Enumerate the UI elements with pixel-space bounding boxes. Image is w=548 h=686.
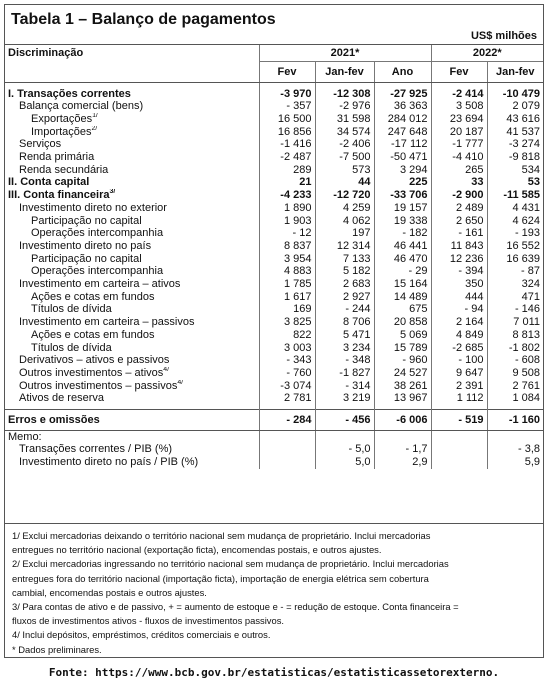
value-cell: 573 bbox=[315, 164, 374, 177]
row-label bbox=[5, 88, 259, 101]
header-col-janfev-2021: Jan-fev bbox=[315, 62, 374, 83]
spacer-cell bbox=[374, 430, 431, 443]
value-cell: 53 bbox=[487, 176, 543, 189]
value-cell: 4 259 bbox=[315, 202, 374, 215]
value-cell: - 5,0 bbox=[315, 443, 374, 456]
memo-row bbox=[5, 456, 543, 469]
value-cell: 46 470 bbox=[374, 253, 431, 266]
value-cell: - 348 bbox=[315, 354, 374, 367]
header-discriminacao: Discriminação bbox=[5, 45, 259, 62]
value-cell: - 357 bbox=[259, 100, 315, 113]
value-cell: 247 648 bbox=[374, 126, 431, 139]
table-row bbox=[5, 342, 543, 355]
header-row-periods bbox=[5, 62, 543, 83]
row-label bbox=[5, 176, 259, 189]
value-cell: -50 471 bbox=[374, 151, 431, 164]
table-row bbox=[5, 227, 543, 240]
value-cell: 169 bbox=[259, 303, 315, 316]
value-cell: -2 406 bbox=[315, 138, 374, 151]
row-label-text: Operações intercompanhia bbox=[31, 265, 164, 278]
header-col-fev-2022: Fev bbox=[431, 62, 487, 83]
value-cell: 3 508 bbox=[431, 100, 487, 113]
value-cell: 16 500 bbox=[259, 113, 315, 126]
value-cell: 9 508 bbox=[487, 367, 543, 380]
row-label-text: II. Conta capital bbox=[8, 176, 90, 189]
memo-header-row bbox=[5, 430, 543, 443]
table-row bbox=[5, 176, 543, 189]
value-cell: 3 954 bbox=[259, 253, 315, 266]
row-label bbox=[5, 240, 259, 253]
row-label bbox=[5, 329, 259, 342]
row-label-text: Participação no capital bbox=[31, 252, 142, 265]
value-cell bbox=[431, 443, 487, 456]
value-cell: -3 274 bbox=[487, 138, 543, 151]
value-cell: -33 706 bbox=[374, 189, 431, 202]
balance-of-payments-table bbox=[5, 44, 543, 469]
row-label bbox=[5, 189, 259, 202]
row-label bbox=[5, 367, 259, 380]
value-cell: -12 308 bbox=[315, 88, 374, 101]
table-row bbox=[5, 316, 543, 329]
value-cell: 4 062 bbox=[315, 215, 374, 228]
value-cell: -7 500 bbox=[315, 151, 374, 164]
value-cell: 43 616 bbox=[487, 113, 543, 126]
value-cell: 5,9 bbox=[487, 456, 543, 469]
value-cell: 4 883 bbox=[259, 265, 315, 278]
row-label-text: Balança comercial (bens) bbox=[19, 100, 144, 113]
value-cell: - 394 bbox=[431, 265, 487, 278]
header-year-2022: 2022* bbox=[431, 45, 543, 62]
value-cell: - 29 bbox=[374, 265, 431, 278]
value-cell: 3 825 bbox=[259, 316, 315, 329]
value-cell: -1 777 bbox=[431, 138, 487, 151]
value-cell: 2 079 bbox=[487, 100, 543, 113]
value-cell: 822 bbox=[259, 329, 315, 342]
table-row bbox=[5, 240, 543, 253]
row-label: Erros e omissões bbox=[5, 409, 259, 430]
value-cell: -11 585 bbox=[487, 189, 543, 202]
row-label bbox=[5, 342, 259, 355]
table-row bbox=[5, 164, 543, 177]
value-cell: - 608 bbox=[487, 354, 543, 367]
value-cell: -4 410 bbox=[431, 151, 487, 164]
header-year-2021: 2021* bbox=[259, 45, 431, 62]
footnote-line: entregues fora do território nacional (importação ficta), importação de energia elétrica sem cobertura bbox=[12, 572, 429, 584]
row-label-text: Outros investimentos – ativos bbox=[19, 366, 164, 379]
row-label-text: Participação no capital bbox=[31, 214, 142, 227]
value-cell: - 314 bbox=[315, 380, 374, 393]
table-title: Tabela 1 – Balanço de pagamentos bbox=[11, 11, 276, 28]
value-cell: - 760 bbox=[259, 367, 315, 380]
table-row bbox=[5, 303, 543, 316]
footnote-marker: 4/ bbox=[163, 366, 170, 373]
value-cell: 2,9 bbox=[374, 456, 431, 469]
value-cell: 16 639 bbox=[487, 253, 543, 266]
value-cell: 7 011 bbox=[487, 316, 543, 329]
value-cell: 8 813 bbox=[487, 329, 543, 342]
value-cell: 23 694 bbox=[431, 113, 487, 126]
footnote-line: 2/ Exclui mercadorias ingressando no território nacional sem mudança de proprietário. Inclui mercadorias bbox=[12, 558, 449, 570]
value-cell: -2 414 bbox=[431, 88, 487, 101]
table-row bbox=[5, 265, 543, 278]
value-cell: 38 261 bbox=[374, 380, 431, 393]
value-cell: 19 338 bbox=[374, 215, 431, 228]
value-cell: -17 112 bbox=[374, 138, 431, 151]
value-cell: 34 574 bbox=[315, 126, 374, 139]
row-label bbox=[5, 354, 259, 367]
row-label bbox=[5, 215, 259, 228]
row-label-text: Derivativos – ativos e passivos bbox=[19, 354, 170, 367]
value-cell: 5 471 bbox=[315, 329, 374, 342]
header-col-ano-2021: Ano bbox=[374, 62, 431, 83]
value-cell: 2 781 bbox=[259, 392, 315, 405]
spacer-cell bbox=[431, 430, 487, 443]
row-label bbox=[5, 227, 259, 240]
value-cell: 2 650 bbox=[431, 215, 487, 228]
value-cell: - 343 bbox=[259, 354, 315, 367]
row-label bbox=[5, 100, 259, 113]
row-label-text: Ações e cotas em fundos bbox=[31, 290, 155, 303]
header-col-fev-2021: Fev bbox=[259, 62, 315, 83]
value-cell: 284 012 bbox=[374, 113, 431, 126]
value-cell bbox=[431, 456, 487, 469]
value-cell: 3 003 bbox=[259, 342, 315, 355]
row-label bbox=[5, 303, 259, 316]
value-cell: 21 bbox=[259, 176, 315, 189]
row-label-text: Ativos de reserva bbox=[19, 392, 104, 405]
value-cell: 1 903 bbox=[259, 215, 315, 228]
value-cell: - 182 bbox=[374, 227, 431, 240]
value-cell: 2 683 bbox=[315, 278, 374, 291]
value-cell: 12 236 bbox=[431, 253, 487, 266]
value-cell: 33 bbox=[431, 176, 487, 189]
table-row bbox=[5, 189, 543, 202]
value-cell: - 87 bbox=[487, 265, 543, 278]
row-label bbox=[5, 278, 259, 291]
row-label bbox=[5, 291, 259, 304]
table-row bbox=[5, 202, 543, 215]
row-label-text: Exportações bbox=[31, 112, 93, 125]
footnote-line: 4/ Inclui depósitos, empréstimos, créditos comerciais e outros. bbox=[12, 629, 271, 641]
value-cell: 5,0 bbox=[315, 456, 374, 469]
spacer-cell bbox=[487, 430, 543, 443]
row-label bbox=[5, 392, 259, 405]
value-cell: 16 552 bbox=[487, 240, 543, 253]
value-cell: 3 294 bbox=[374, 164, 431, 177]
row-label bbox=[5, 113, 259, 126]
memo-row bbox=[5, 443, 543, 456]
value-cell: 11 843 bbox=[431, 240, 487, 253]
value-cell: -3 970 bbox=[259, 88, 315, 101]
value-cell: 41 537 bbox=[487, 126, 543, 139]
value-cell: -4 233 bbox=[259, 189, 315, 202]
row-label-text: Operações intercompanhia bbox=[31, 227, 164, 240]
value-cell: - 161 bbox=[431, 227, 487, 240]
value-cell: 2 761 bbox=[487, 380, 543, 393]
value-cell: - 284 bbox=[259, 409, 315, 430]
table-body bbox=[5, 83, 543, 469]
value-cell: 4 624 bbox=[487, 215, 543, 228]
row-label: Investimento direto no país / PIB (%) bbox=[19, 455, 199, 468]
table-row bbox=[5, 126, 543, 139]
row-label bbox=[5, 316, 259, 329]
header-col-janfev-2022: Jan-fev bbox=[487, 62, 543, 83]
value-cell: 225 bbox=[374, 176, 431, 189]
value-cell: 19 157 bbox=[374, 202, 431, 215]
value-cell: -10 479 bbox=[487, 88, 543, 101]
row-label bbox=[5, 253, 259, 266]
value-cell bbox=[259, 443, 315, 456]
row-label-text: Ações e cotas em fundos bbox=[31, 328, 155, 341]
table-row bbox=[5, 100, 543, 113]
row-label-text: Serviços bbox=[19, 138, 62, 151]
value-cell: 4 849 bbox=[431, 329, 487, 342]
row-label: Transações correntes / PIB (%) bbox=[19, 443, 173, 456]
value-cell: 24 527 bbox=[374, 367, 431, 380]
row-label bbox=[5, 265, 259, 278]
value-cell: -2 685 bbox=[431, 342, 487, 355]
footnote-line: cambial, encomendas postais e outros ajustes. bbox=[12, 586, 207, 598]
row-label-text: Investimento em carteira – passivos bbox=[19, 316, 195, 329]
row-label bbox=[5, 151, 259, 164]
source-line: Fonte: https://www.bcb.gov.br/estatisticas/estatisticassetorexterno. bbox=[48, 666, 500, 679]
table-row bbox=[5, 151, 543, 164]
footnotes bbox=[4, 523, 544, 658]
footnote-marker: 2/ bbox=[91, 125, 98, 132]
value-cell: -1 160 bbox=[487, 409, 543, 430]
value-cell: -27 925 bbox=[374, 88, 431, 101]
table-row bbox=[5, 354, 543, 367]
value-cell: 1 112 bbox=[431, 392, 487, 405]
table-row bbox=[5, 215, 543, 228]
footnote-line: * Dados preliminares. bbox=[12, 643, 102, 655]
value-cell: 675 bbox=[374, 303, 431, 316]
header-row-years bbox=[5, 45, 543, 62]
table-row bbox=[5, 138, 543, 151]
value-cell: -2 900 bbox=[431, 189, 487, 202]
erros-omissoes-row bbox=[5, 409, 543, 430]
value-cell: -12 720 bbox=[315, 189, 374, 202]
table-row bbox=[5, 392, 543, 405]
footnote-line: 1/ Exclui mercadorias deixando o território nacional sem mudança de proprietário. Inclui mercadorias bbox=[12, 530, 431, 541]
value-cell: 16 856 bbox=[259, 126, 315, 139]
footnote-line: fluxos de investimentos ativos - fluxos de investimentos passivos. bbox=[12, 615, 284, 627]
value-cell: 471 bbox=[487, 291, 543, 304]
value-cell: 15 789 bbox=[374, 342, 431, 355]
value-cell: 13 967 bbox=[374, 392, 431, 405]
value-cell: 2 164 bbox=[431, 316, 487, 329]
value-cell: 265 bbox=[431, 164, 487, 177]
value-cell: - 1,7 bbox=[374, 443, 431, 456]
value-cell: - 456 bbox=[315, 409, 374, 430]
value-cell: 2 391 bbox=[431, 380, 487, 393]
row-label bbox=[5, 202, 259, 215]
value-cell: 20 858 bbox=[374, 316, 431, 329]
value-cell: 1 617 bbox=[259, 291, 315, 304]
row-label bbox=[5, 164, 259, 177]
table-row bbox=[5, 367, 543, 380]
value-cell: 197 bbox=[315, 227, 374, 240]
table-row bbox=[5, 291, 543, 304]
value-cell: 12 314 bbox=[315, 240, 374, 253]
value-cell: - 519 bbox=[431, 409, 487, 430]
row-label-text: Investimento direto no exterior bbox=[19, 201, 167, 214]
unit-label: US$ milhões bbox=[470, 30, 537, 42]
table-row bbox=[5, 329, 543, 342]
value-cell: - 244 bbox=[315, 303, 374, 316]
spacer-cell bbox=[259, 430, 315, 443]
value-cell: -1 827 bbox=[315, 367, 374, 380]
table-row bbox=[5, 113, 543, 126]
row-label-text: III. Conta financeira bbox=[8, 189, 110, 202]
value-cell: 444 bbox=[431, 291, 487, 304]
value-cell: 2 927 bbox=[315, 291, 374, 304]
value-cell: 5 182 bbox=[315, 265, 374, 278]
footnote-line: 3/ Para contas de ativo e de passivo, + = aumento de estoque e - = redução de estoque. Conta financeira = bbox=[12, 601, 459, 612]
row-label bbox=[5, 380, 259, 393]
value-cell: 46 441 bbox=[374, 240, 431, 253]
footnote-line: entregues no território nacional (exportação ficta), encomendas postais, e outros ajustes. bbox=[12, 544, 382, 556]
value-cell: 31 598 bbox=[315, 113, 374, 126]
row-label-text: Títulos de dívida bbox=[31, 303, 112, 316]
value-cell: - 100 bbox=[431, 354, 487, 367]
value-cell: -2 487 bbox=[259, 151, 315, 164]
footnote-marker: 1/ bbox=[92, 112, 98, 119]
row-label-text: Renda primária bbox=[19, 151, 95, 164]
value-cell: -6 006 bbox=[374, 409, 431, 430]
value-cell: 3 234 bbox=[315, 342, 374, 355]
value-cell: 3 219 bbox=[315, 392, 374, 405]
row-label bbox=[5, 138, 259, 151]
value-cell: - 94 bbox=[431, 303, 487, 316]
value-cell: 2 489 bbox=[431, 202, 487, 215]
value-cell: 1 785 bbox=[259, 278, 315, 291]
table-row bbox=[5, 88, 543, 101]
table-row bbox=[5, 278, 543, 291]
value-cell: 1 890 bbox=[259, 202, 315, 215]
value-cell: - 3,8 bbox=[487, 443, 543, 456]
spacer-cell bbox=[315, 430, 374, 443]
value-cell: 44 bbox=[315, 176, 374, 189]
value-cell: - 193 bbox=[487, 227, 543, 240]
value-cell: 350 bbox=[431, 278, 487, 291]
value-cell: 9 647 bbox=[431, 367, 487, 380]
value-cell: 4 431 bbox=[487, 202, 543, 215]
row-label-text: Investimento direto no país bbox=[19, 239, 152, 252]
value-cell bbox=[259, 456, 315, 469]
header-blank bbox=[5, 62, 259, 83]
value-cell: -1 802 bbox=[487, 342, 543, 355]
value-cell: - 960 bbox=[374, 354, 431, 367]
value-cell: 7 133 bbox=[315, 253, 374, 266]
row-label-text: Investimento em carteira – ativos bbox=[19, 278, 181, 291]
value-cell: 289 bbox=[259, 164, 315, 177]
table-row bbox=[5, 380, 543, 393]
footnote-marker: 4/ bbox=[177, 379, 184, 386]
table-row bbox=[5, 253, 543, 266]
value-cell: 36 363 bbox=[374, 100, 431, 113]
row-label-text: Importações bbox=[31, 125, 92, 138]
row-label bbox=[5, 126, 259, 139]
row-label-text: Outros investimentos – passivos bbox=[19, 379, 178, 392]
value-cell: 534 bbox=[487, 164, 543, 177]
value-cell: - 12 bbox=[259, 227, 315, 240]
value-cell: 1 084 bbox=[487, 392, 543, 405]
value-cell: -1 416 bbox=[259, 138, 315, 151]
value-cell: 8 837 bbox=[259, 240, 315, 253]
value-cell: 8 706 bbox=[315, 316, 374, 329]
value-cell: 14 489 bbox=[374, 291, 431, 304]
value-cell: 20 187 bbox=[431, 126, 487, 139]
value-cell: 324 bbox=[487, 278, 543, 291]
row-label-text: Renda secundária bbox=[19, 163, 109, 176]
footnote-marker: 3/ bbox=[109, 189, 116, 196]
value-cell: -2 976 bbox=[315, 100, 374, 113]
value-cell: - 146 bbox=[487, 303, 543, 316]
value-cell: 5 069 bbox=[374, 329, 431, 342]
value-cell: 15 164 bbox=[374, 278, 431, 291]
value-cell: -9 818 bbox=[487, 151, 543, 164]
row-label-text: Títulos de dívida bbox=[31, 341, 112, 354]
value-cell: -3 074 bbox=[259, 380, 315, 393]
row-label-text: I. Transações correntes bbox=[8, 87, 131, 100]
memo-label: Memo: bbox=[8, 430, 42, 443]
